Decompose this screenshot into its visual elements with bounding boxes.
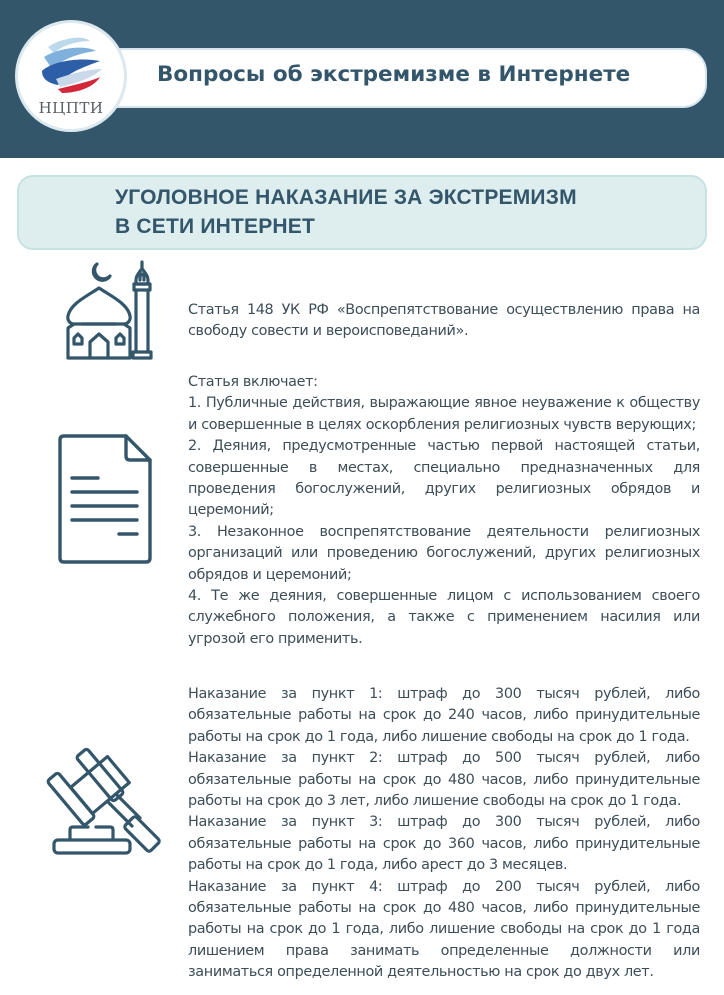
includes-list [188, 372, 700, 650]
list-item: 4. Те же деяния, совершенные лицом с использованием своего служебного положения, а также с применением насилия или угрозой его применить. [188, 588, 700, 647]
mosque-icon [52, 258, 162, 368]
article-intro-text: Статья 148 УК РФ «Воспрепятствование осуществлению права на свободу совести и вероисповеданий». [188, 302, 700, 340]
list-item: 3. Незаконное воспрепятствование деятельности религиозных организаций или проведению богослужений, других религиозных обрядов и церемоний; [188, 523, 700, 583]
section-title: УГОЛОВНОЕ НАКАЗАНИЕ ЗА ЭКСТРЕМИЗМ В СЕТИ ИНТЕРНЕТ [115, 186, 577, 238]
penalty-item: Наказание за пункт 4: штраф до 200 тысяч рублей, либо обязательные работы на срок до 480 часов, либо принудительные работы на срок до 1 года, либо лишение свободы на срок до 1 года лишением права занимать определенные должности или заниматься определенной деятельностью на срок до двух лет. [188, 878, 700, 981]
penalty-item: Наказание за пункт 2: штраф до 500 тысяч рублей, либо обязательные работы на срок до 480 часов, либо принудительные работы на срок до 3 лет, либо лишение свободы на срок до 1 года. [188, 750, 700, 810]
penalties-list [188, 684, 700, 984]
logo [15, 20, 127, 132]
includes-heading: Статья включает: [188, 374, 318, 390]
penalty-item: Наказание за пункт 3: штраф до 300 тысяч рублей, либо обязательные работы на срок до 360 часов, либо принудительные работы на срок до 1 года, либо арест до 3 месяцев. [188, 814, 700, 874]
logo-text: НЦПТИ [38, 99, 104, 117]
article-intro [188, 300, 700, 343]
list-item: 1. Публичные действия, выражающие явное неуважение к обществу и совершенные в целях оскорбления религиозных чувств верующих; [188, 395, 700, 433]
document-icon [54, 432, 154, 566]
gavel-icon [46, 744, 170, 860]
list-item: 2. Деяния, предусмотренные частью первой настоящей статьи, совершенные в местах, специально предназначенных для проведения богослужений, других религиозных обрядов и церемоний; [188, 438, 700, 519]
page-title: Вопросы об экстремизме в Интернете [157, 62, 631, 87]
penalty-item: Наказание за пункт 1: штраф до 300 тысяч рублей, либо обязательные работы на срок до 240 часов, либо принудительные работы на срок до 1 года, либо лишение свободы на срок до 1 года. [188, 686, 700, 745]
